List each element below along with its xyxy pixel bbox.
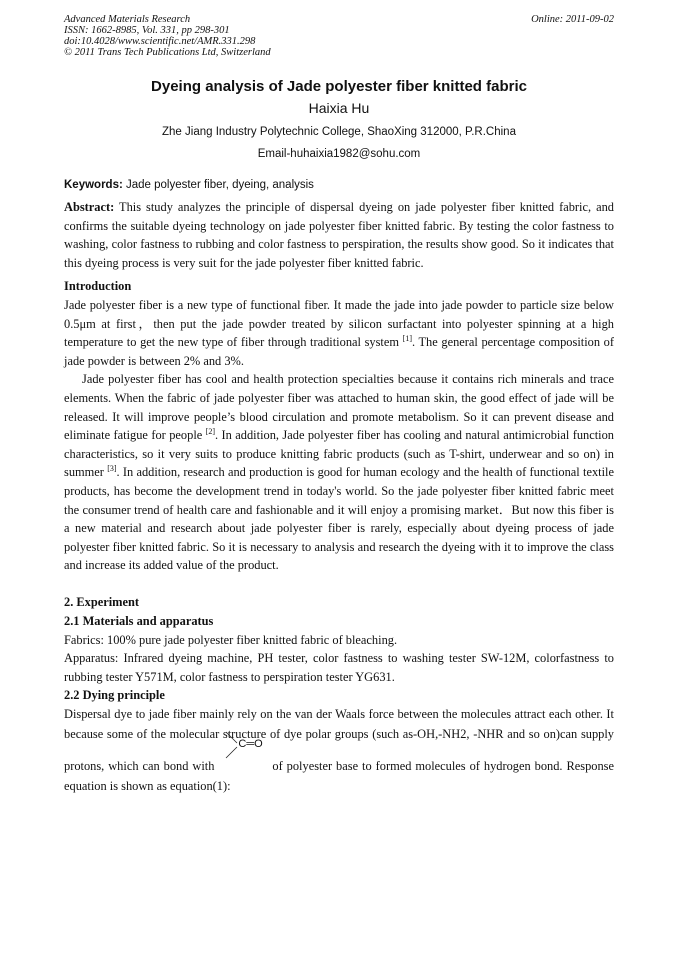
dying-principle-subheading: 2.2 Dying principle <box>64 688 165 703</box>
keywords-text: Jade polyester fiber, dyeing, analysis <box>122 179 314 191</box>
abstract-text: This study analyzes the principle of dispersal dyeing on jade polyester fiber knitted fabric, and confirms the suitable dyeing technology on jade polyester fiber knitted fabric. By testing the color fastness to washing, color fastness to rubbing and color fastness to perspiration, the results show good. So it indicates that this dyeing process is very suit for the jade polyester fiber knitted fabric. <box>64 200 614 270</box>
journal-header <box>64 14 614 58</box>
doi[interactable]: doi:10.4028/www.scientific.net/AMR.331.298 <box>64 36 256 47</box>
abstract <box>64 198 614 272</box>
citation-ref-3[interactable]: [3] <box>107 464 117 474</box>
online-date: Online: 2011-09-02 <box>531 14 614 25</box>
copyright: © 2011 Trans Tech Publications Ltd, Switzerland <box>64 47 271 58</box>
experiment-heading: 2. Experiment <box>64 595 140 610</box>
affiliation: Zhe Jiang Industry Polytechnic College, ShaoXing 312000, P.R.China <box>162 126 516 138</box>
carbonyl-label: C═O <box>238 738 263 751</box>
fabrics-line: Fabrics: 100% pure jade polyester fiber knitted fabric of bleaching. <box>64 632 398 647</box>
issn: ISSN: 1662-8985, Vol. 331, pp 298-301 <box>64 25 230 36</box>
paper-title: Dyeing analysis of Jade polyester fiber knitted fabric <box>151 78 527 95</box>
carbonyl-structure <box>220 738 266 774</box>
keywords-label: Keywords: <box>64 179 123 191</box>
author-name: Haixia Hu <box>308 100 370 116</box>
materials-subheading: 2.1 Materials and apparatus <box>64 614 214 629</box>
intro-p1-text-end: . The general percentage composition of jade powder is between 2% and 3%. <box>64 335 614 368</box>
abstract-label: Abstract: <box>64 200 115 214</box>
intro-p1-text: Jade polyester fiber is a new type of functional fiber. It made the jade into jade powder to particle size below 0.5μm at first，then put the jade powder treated by silicon surfactant into polyester spinning at a high temperature to get the new type of fiber through traditional system <box>64 297 614 350</box>
author-email[interactable]: Email-huhaixia1982@sohu.com <box>257 148 421 160</box>
intro-p2-text-mid: . In addition, Jade polyester fiber has cooling and natural antimicrobial function characteristics, so it very suits to produce knitting fabric products (such as T-shirt, underwear and so on) in summer <box>64 428 614 480</box>
principle-text-end: of polyester base to formed molecules of hydrogen bond. Response equation is shown as equation(1): <box>64 759 614 793</box>
intro-p2-text: Jade polyester fiber has cool and health protection specialties because it contains rich minerals and trace elements. When the fabric of jade polyester fiber was attached to human skin, the good effect of jade will be released. It will improve people’s blood circulation and promote metabolism. So it can prevent disease and eliminate fatigue for people <box>64 372 614 443</box>
keywords <box>64 179 614 191</box>
citation-ref-1[interactable]: [1] <box>402 334 412 344</box>
introduction-paragraph-1 <box>64 296 614 370</box>
paper-page <box>64 14 614 796</box>
citation-ref-2[interactable]: [2] <box>205 427 216 436</box>
apparatus-paragraph: Apparatus: Infrared dyeing machine, PH tester, color fastness to washing tester SW-12M, colorfastness to rubbing tester Y571M, color fastness to perspiration tester YG631. <box>64 651 614 684</box>
dying-principle-paragraph <box>64 705 614 796</box>
principle-text: Dispersal dye to jade fiber mainly rely on the van der Waals force between the molecules attract each other. It because some of the molecular structure of dye polar groups (such as-OH,-NH2, -NHR and so on)can supply protons, which can bond with <box>64 707 614 774</box>
intro-p2-text-end: . In addition, research and production is good for human ecology and the health of functional textile products, has become the development trend in today's world. So the jade polyester fiber knitted fabric meet the consumer trend of health care and fashionable and it will enjoy a promising market．But now this fiber is a new material and research about jade polyester fiber is rarely, especially about dyeing process of jade polyester fiber knitted fabric. So it is necessary to analysis and research the dyeing with it to improve the class and increase its added value of the product. <box>64 465 614 573</box>
introduction-paragraph-2 <box>64 370 614 575</box>
introduction-heading: Introduction <box>64 279 132 294</box>
journal-name: Advanced Materials Research <box>64 14 191 25</box>
